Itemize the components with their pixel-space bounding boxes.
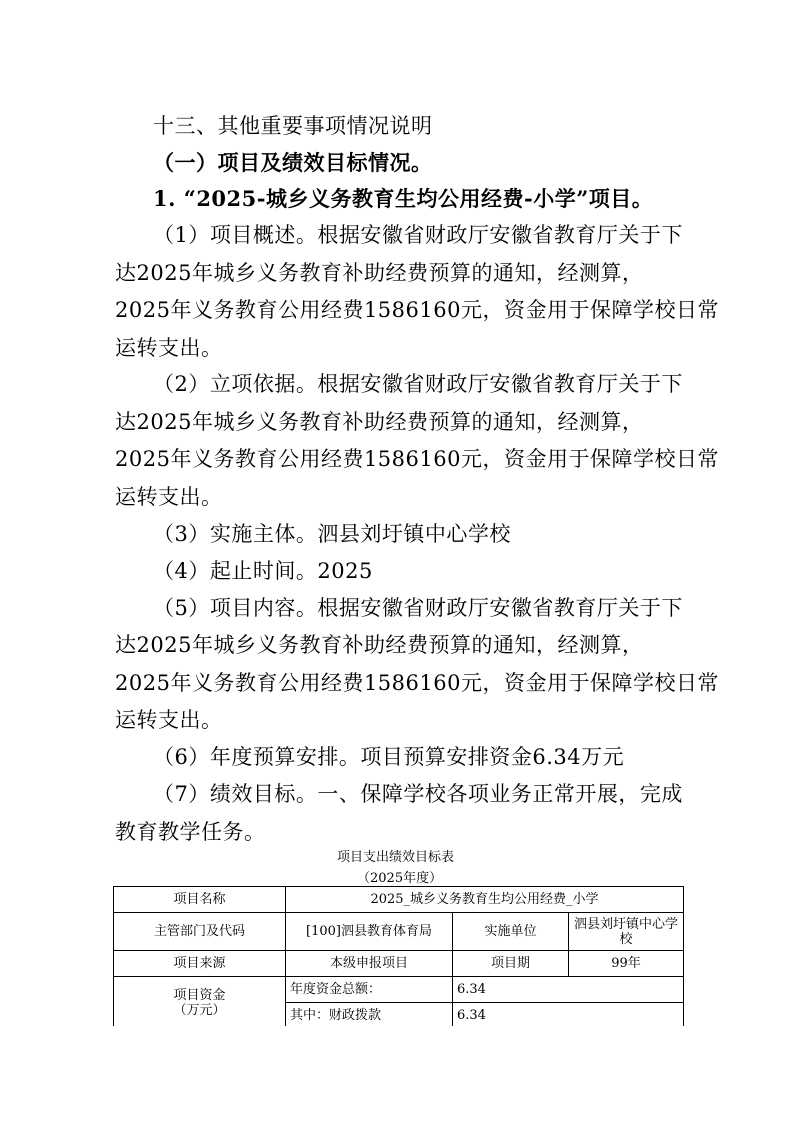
section-heading: 十三、其他重要事项情况说明 bbox=[153, 114, 433, 138]
table-cell-value bbox=[569, 913, 684, 951]
table-cell-value: 6.34 bbox=[453, 1003, 684, 1029]
item-title: 1. “2025-城乡义务教育生均公用经费-小学”项目。 bbox=[153, 186, 654, 211]
table-cell-text: （万元） bbox=[173, 1002, 226, 1018]
table-cell-value: 6.34 bbox=[453, 977, 684, 1003]
paragraph-line: 2025年义务教育公用经费1586160元，资金用于保障学校日常 bbox=[115, 671, 719, 695]
table-cell-label: 主管部门及代码 bbox=[114, 913, 286, 951]
table-row bbox=[114, 913, 684, 951]
paragraph-line: 达2025年城乡义务教育补助经费预算的通知，经测算， bbox=[115, 633, 644, 657]
table-row bbox=[114, 887, 684, 913]
paragraph-line: 达2025年城乡义务教育补助经费预算的通知，经测算， bbox=[115, 261, 644, 285]
table-cell-value: [100]泗县教育体育局 bbox=[286, 913, 453, 951]
table-cell-label: 项目来源 bbox=[114, 951, 286, 977]
table-row bbox=[114, 951, 684, 977]
table-cell-value: 99年 bbox=[569, 951, 684, 977]
paragraph-line: （3）实施主体。泗县刘圩镇中心学校 bbox=[153, 522, 511, 546]
table-row bbox=[114, 977, 684, 1003]
table-title: 项目支出绩效目标表 bbox=[337, 850, 455, 865]
table-cell-label bbox=[114, 977, 286, 1029]
table-cell-label: 项目期 bbox=[453, 951, 569, 977]
performance-target-table bbox=[113, 886, 684, 1029]
table-cell-value: 2025_城乡义务教育生均公用经费_小学 bbox=[286, 887, 684, 913]
table-cell-text: 泗县刘圩镇中心学 bbox=[573, 916, 678, 932]
table-year: （2025年度） bbox=[357, 871, 443, 886]
paragraph-line: （2）立项依据。根据安徽省财政厅安徽省教育厅关于下 bbox=[153, 372, 683, 396]
paragraph-line: 2025年义务教育公用经费1586160元，资金用于保障学校日常 bbox=[115, 298, 719, 322]
paragraph-line: （4）起止时间。2025 bbox=[153, 559, 373, 583]
table-cell-text: 校 bbox=[619, 931, 633, 947]
paragraph-line: 运转支出。 bbox=[115, 708, 223, 732]
paragraph-line: 运转支出。 bbox=[115, 336, 223, 360]
section-subheading: （一）项目及绩效目标情况。 bbox=[153, 150, 433, 175]
table-cell-label: 年度资金总额： bbox=[286, 977, 453, 1003]
paragraph-line: （6）年度预算安排。项目预算安排资金6.34万元 bbox=[153, 745, 625, 769]
paragraph-line: （1）项目概述。根据安徽省财政厅安徽省教育厅关于下 bbox=[153, 223, 683, 247]
table-cell-label: 项目名称 bbox=[114, 887, 286, 913]
table-cell-label: 其中：财政拨款 bbox=[286, 1003, 453, 1029]
table-cell-value: 本级申报项目 bbox=[286, 951, 453, 977]
paragraph-line: 运转支出。 bbox=[115, 485, 223, 509]
paragraph-line: 教育教学任务。 bbox=[115, 820, 266, 844]
paragraph-line: （7）绩效目标。一、保障学校各项业务正常开展，完成 bbox=[153, 782, 683, 806]
paragraph-line: （5）项目内容。根据安徽省财政厅安徽省教育厅关于下 bbox=[153, 596, 683, 620]
paragraph-line: 2025年义务教育公用经费1586160元，资金用于保障学校日常 bbox=[115, 447, 719, 471]
table-cell-text: 项目资金 bbox=[173, 987, 226, 1003]
paragraph-line: 达2025年城乡义务教育补助经费预算的通知，经测算， bbox=[115, 410, 644, 434]
table-cell-label: 实施单位 bbox=[453, 913, 569, 951]
page-bottom-margin bbox=[0, 1026, 793, 1122]
